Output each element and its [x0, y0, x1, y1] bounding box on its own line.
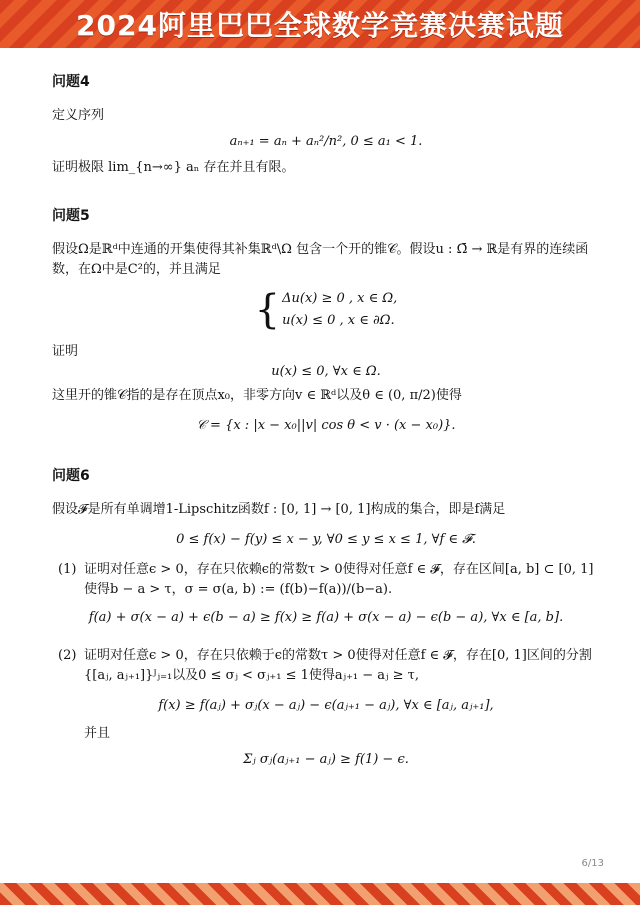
- problem-6-item-1: [52, 560, 600, 628]
- problem-4-claim: 证明极限 lim_{n→∞} aₙ 存在并且有限。: [52, 160, 295, 175]
- item-number: (2): [58, 648, 77, 663]
- problem-6-text: 假设𝓕是所有单调增1-Lipschitz函数f : [0, 1] → [0, 1]构成的集合，即是f满足: [52, 502, 506, 517]
- problem-6-item-2: [52, 646, 600, 770]
- item-2-text: 证明对任意ϵ > 0，存在只依赖于ϵ的常数τ > 0使得对任意f ∈ 𝓕，存在[0, 1]区间的分割{[aⱼ, aⱼ₊₁]}ᴶⱼ₌₁以及0 ≤ σⱼ < σⱼ₊₁ ≤ 1使得aⱼ₊₁ − aⱼ ≥ τ,: [84, 648, 592, 683]
- problem-5-heading: 问题5: [52, 208, 90, 224]
- problem-5-text: 假设Ω是ℝᵈ中连通的开集使得其补集ℝᵈ\Ω 包含一个开的锥𝒞。假设u : Ω̄ → ℝ是有界的连续函数，在Ω中是C²的，并且满足: [52, 242, 589, 277]
- problem-5-cone-formula: 𝒞 = {x : |x − x₀||v| cos θ < v · (x − x₀)}.: [196, 418, 456, 433]
- left-brace: {: [254, 287, 281, 333]
- item-2-sum: Σⱼ σⱼ(aⱼ₊₁ − aⱼ) ≥ f(1) − ϵ.: [243, 752, 409, 767]
- problem-6: [52, 466, 600, 770]
- problem-4-heading: 问题4: [52, 74, 90, 90]
- item-2-formula: f(x) ≥ f(aⱼ) + σⱼ(x − aⱼ) − ϵ(aⱼ₊₁ − aⱼ), ∀x ∈ [aⱼ, aⱼ₊₁],: [158, 698, 494, 713]
- case-line-2: u(x) ≤ 0 , x ∈ ∂Ω.: [282, 313, 395, 328]
- prove-label: 证明: [52, 344, 79, 359]
- problem-6-heading: 问题6: [52, 468, 90, 484]
- header-banner: [0, 0, 640, 48]
- problem-4-intro: 定义序列: [52, 108, 105, 123]
- document-body: [52, 70, 600, 770]
- problem-6-formula: 0 ≤ f(x) − f(y) ≤ x − y, ∀0 ≤ y ≤ x ≤ 1, ∀f ∈ 𝓕.: [176, 532, 476, 547]
- problem-4: [52, 72, 600, 178]
- item-number: (1): [58, 562, 77, 577]
- problem-5-cases: [52, 288, 600, 332]
- document-title: 2024阿里巴巴全球数学竞赛决赛试题: [76, 9, 564, 42]
- footer-band: [0, 883, 640, 905]
- and-label: 并且: [84, 726, 111, 741]
- case-line-1: Δu(x) ≥ 0 , x ∈ Ω,: [282, 291, 398, 306]
- item-1-formula: f(a) + σ(x − a) + ϵ(b − a) ≥ f(x) ≥ f(a) + σ(x − a) − ϵ(b − a), ∀x ∈ [a, b].: [88, 610, 564, 625]
- item-1-text: 证明对任意ϵ > 0，存在只依赖ϵ的常数τ > 0使得对任意f ∈ 𝓕，存在区间[a, b] ⊂ [0, 1]使得b − a > τ，σ = σ(a, b) := (f(b)−f(a))/(b−a).: [84, 562, 594, 597]
- problem-4-formula: aₙ₊₁ = aₙ + aₙ²/n², 0 ≤ a₁ < 1.: [229, 134, 423, 149]
- problem-5: [52, 206, 600, 436]
- problem-5-cone-text: 这里开的锥𝒞指的是存在顶点x₀，非零方向v ∈ ℝᵈ以及θ ∈ (0, π/2)使得: [52, 388, 462, 403]
- page-number: 6/13: [581, 858, 604, 869]
- problem-5-result: u(x) ≤ 0, ∀x ∈ Ω.: [271, 364, 381, 379]
